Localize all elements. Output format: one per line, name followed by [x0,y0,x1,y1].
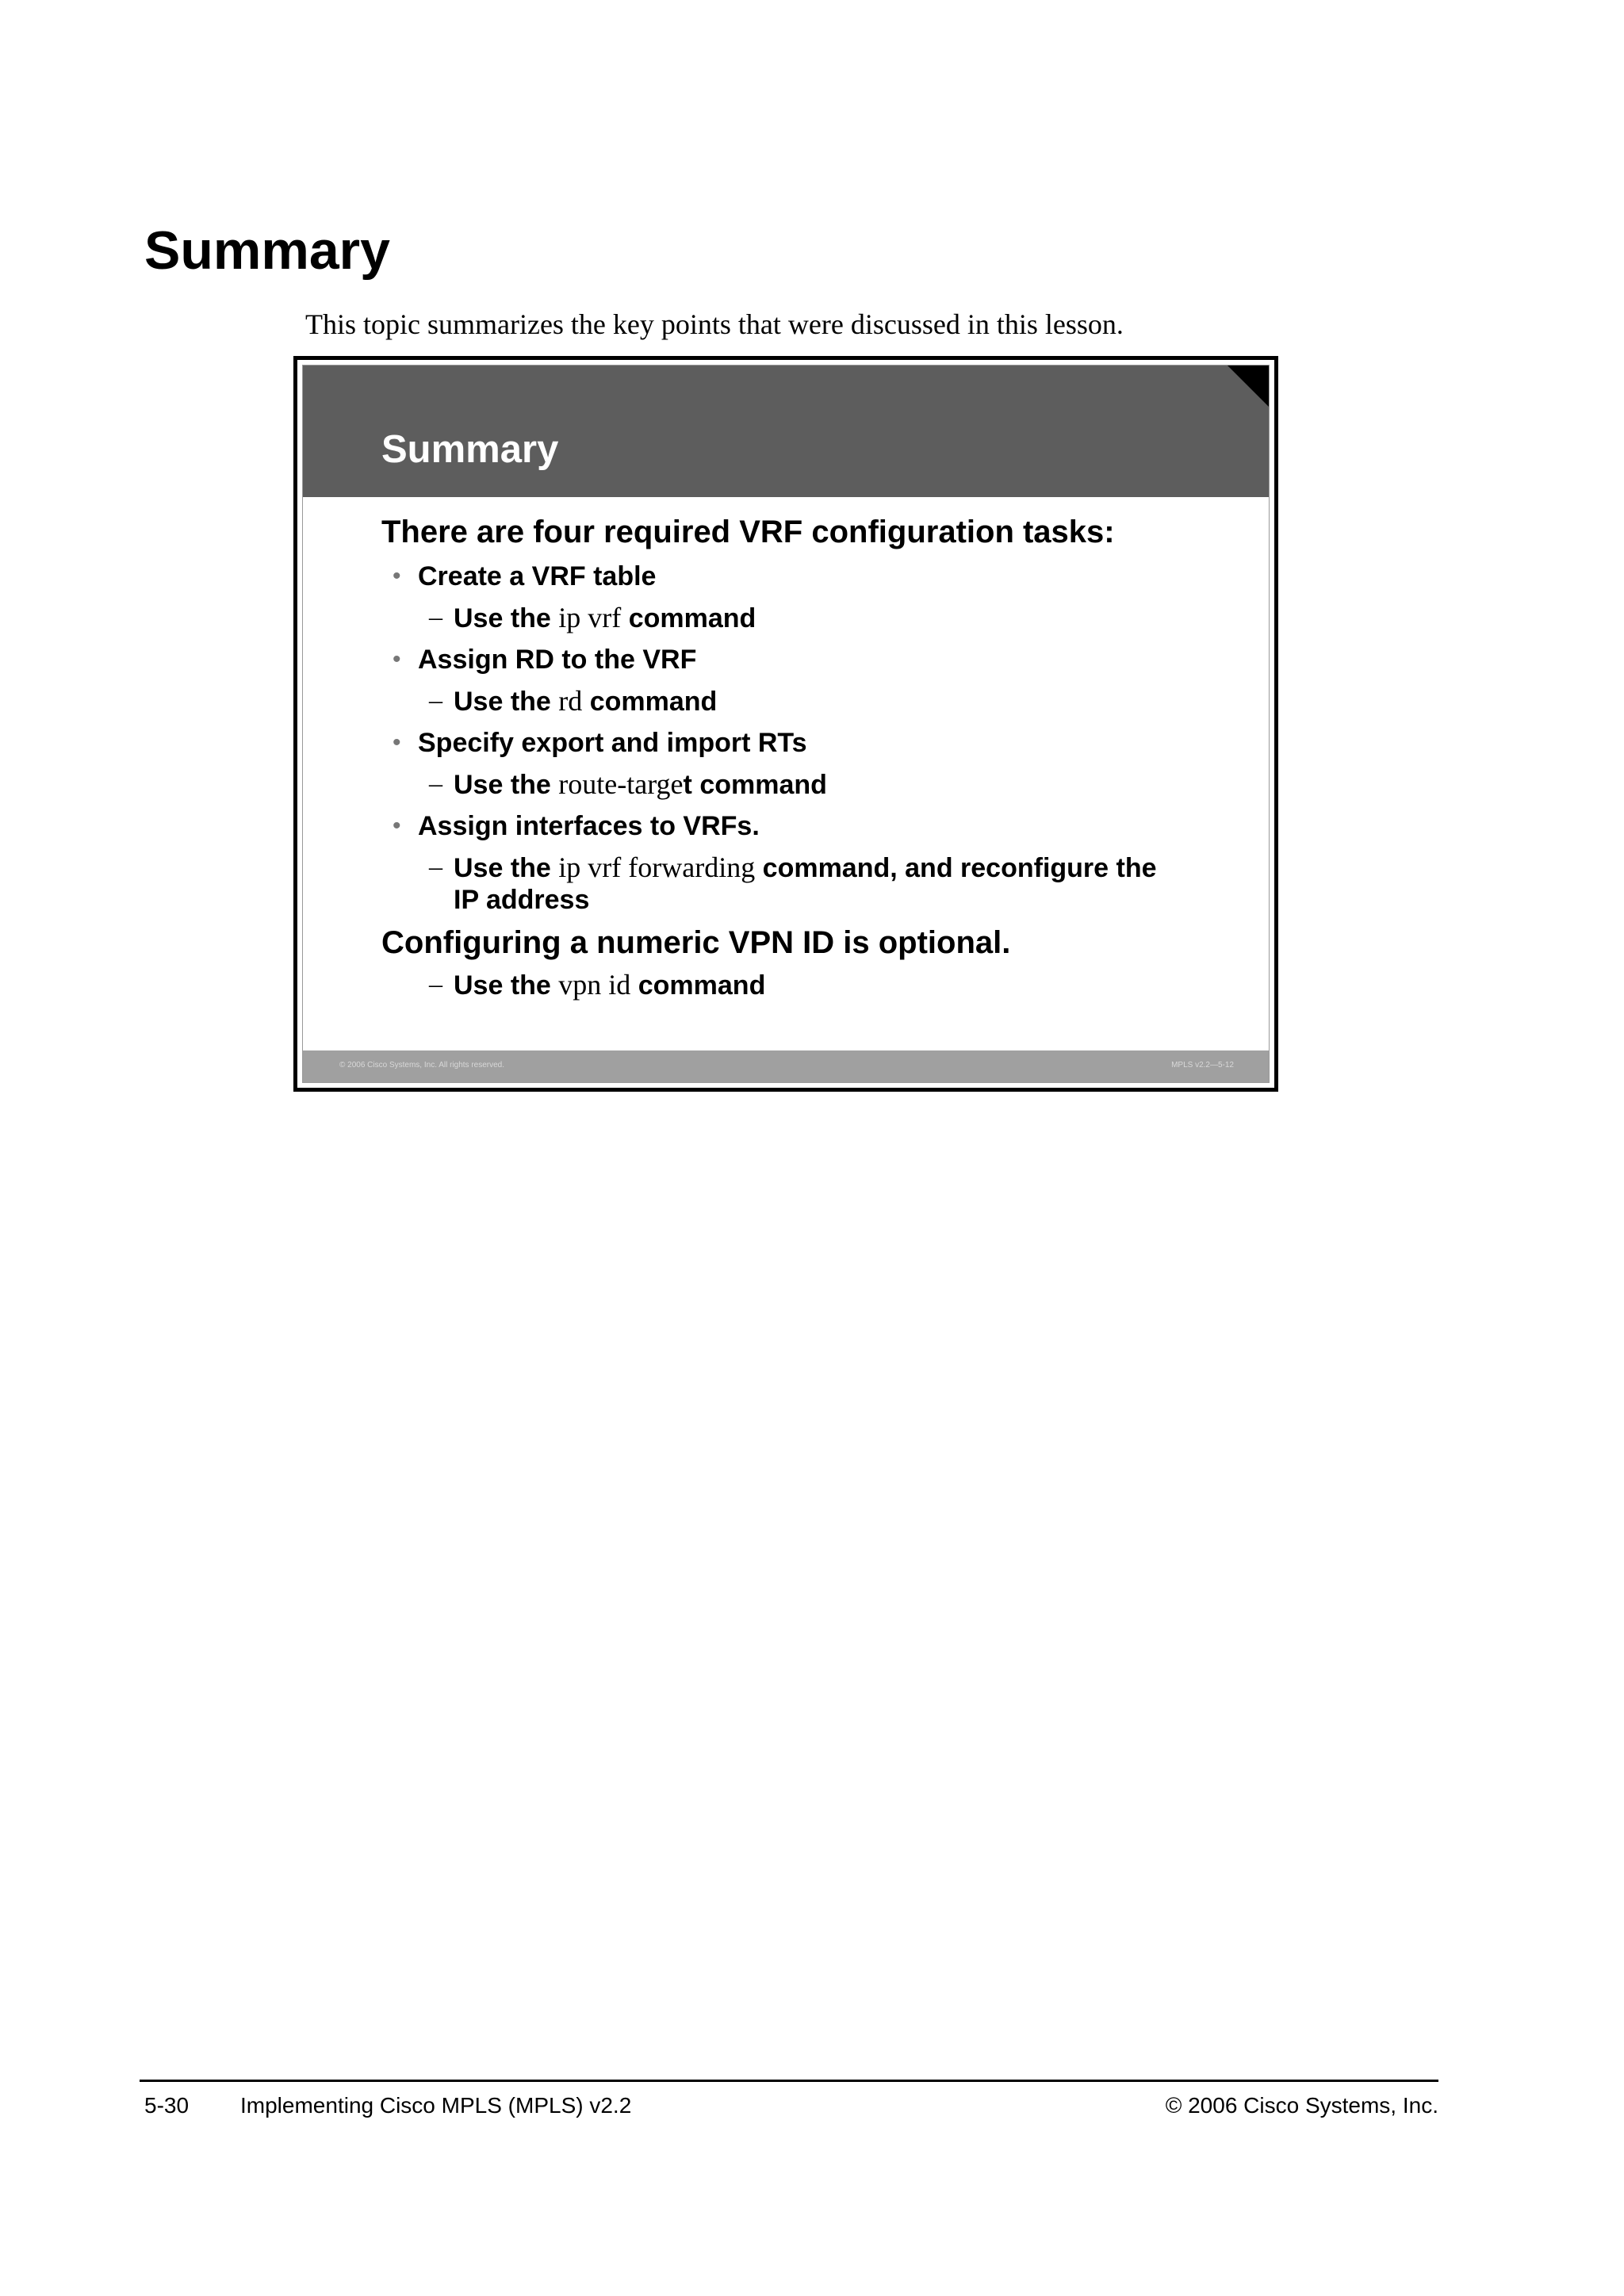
dash-icon: – [429,769,442,798]
slide-header-bar [303,365,1269,497]
bullet-icon: • [393,813,401,839]
sub-item-suffix: command [638,970,766,1001]
sub-item-suffix: t command [683,770,827,800]
sub-item-prefix: Use the [454,970,551,1001]
main-point-required-tasks: There are four required VRF configuration tasks: [381,515,1115,549]
sub-item-prefix: Use the [454,603,551,633]
sub-item-suffix: command [628,603,756,633]
bullet-label: Specify export and import RTs [418,728,807,758]
command-text: vpn id [558,969,631,1001]
bullet-icon: • [393,729,401,756]
command-text: ip vrf [558,602,622,633]
command-text: ip vrf forwarding [558,851,756,883]
sub-item-suffix: command [589,687,718,717]
dash-icon: – [429,852,442,882]
sub-item [381,685,1183,718]
sub-item [381,969,1183,1001]
intro-text: This topic summarizes the key points that were discussed in this lesson. [305,308,1124,340]
bullet-item [381,558,1237,595]
dash-icon: – [429,686,442,715]
sub-item [381,768,1183,801]
slide-copyright: © 2006 Cisco Systems, Inc. All rights reserved. [339,1061,505,1070]
bullet-icon: • [393,646,401,672]
page-number: 5-30 [144,2093,190,2118]
slide-title: Summary [381,428,559,471]
command-text: route-targe [558,768,684,800]
slide-number: MPLS v2.2—5-12 [1171,1061,1234,1070]
bullet-item [381,641,1237,678]
footer-divider [140,2080,1438,2082]
command-text: rd [558,685,583,717]
bullet-label: Create a VRF table [418,561,657,591]
bullet-icon: • [393,563,401,589]
slide-footer-bar [303,1050,1269,1082]
bullet-item [381,725,1237,761]
bullet-label: Assign interfaces to VRFs. [418,811,760,841]
sub-item-suffix: command, and reconfigure the IP address [454,853,1157,915]
dash-icon: – [429,603,442,632]
book-title: Implementing Cisco MPLS (MPLS) v2.2 [240,2093,632,2118]
page-heading: Summary [144,220,390,281]
slide-frame [293,356,1278,1092]
bullet-item [381,808,1237,844]
sub-item-prefix: Use the [454,687,551,717]
bullet-label: Assign RD to the VRF [418,645,697,675]
main-point-vpn-id: Configuring a numeric VPN ID is optional. [381,925,1011,960]
sub-item [381,851,1183,916]
corner-triangle-icon [1228,365,1269,407]
sub-item-prefix: Use the [454,853,551,883]
dash-icon: – [429,970,442,999]
page-copyright: © 2006 Cisco Systems, Inc. [1165,2093,1438,2118]
sub-item-prefix: Use the [454,770,551,800]
slide-body [381,513,1237,1001]
sub-item [381,602,1183,634]
slide [302,365,1270,1083]
